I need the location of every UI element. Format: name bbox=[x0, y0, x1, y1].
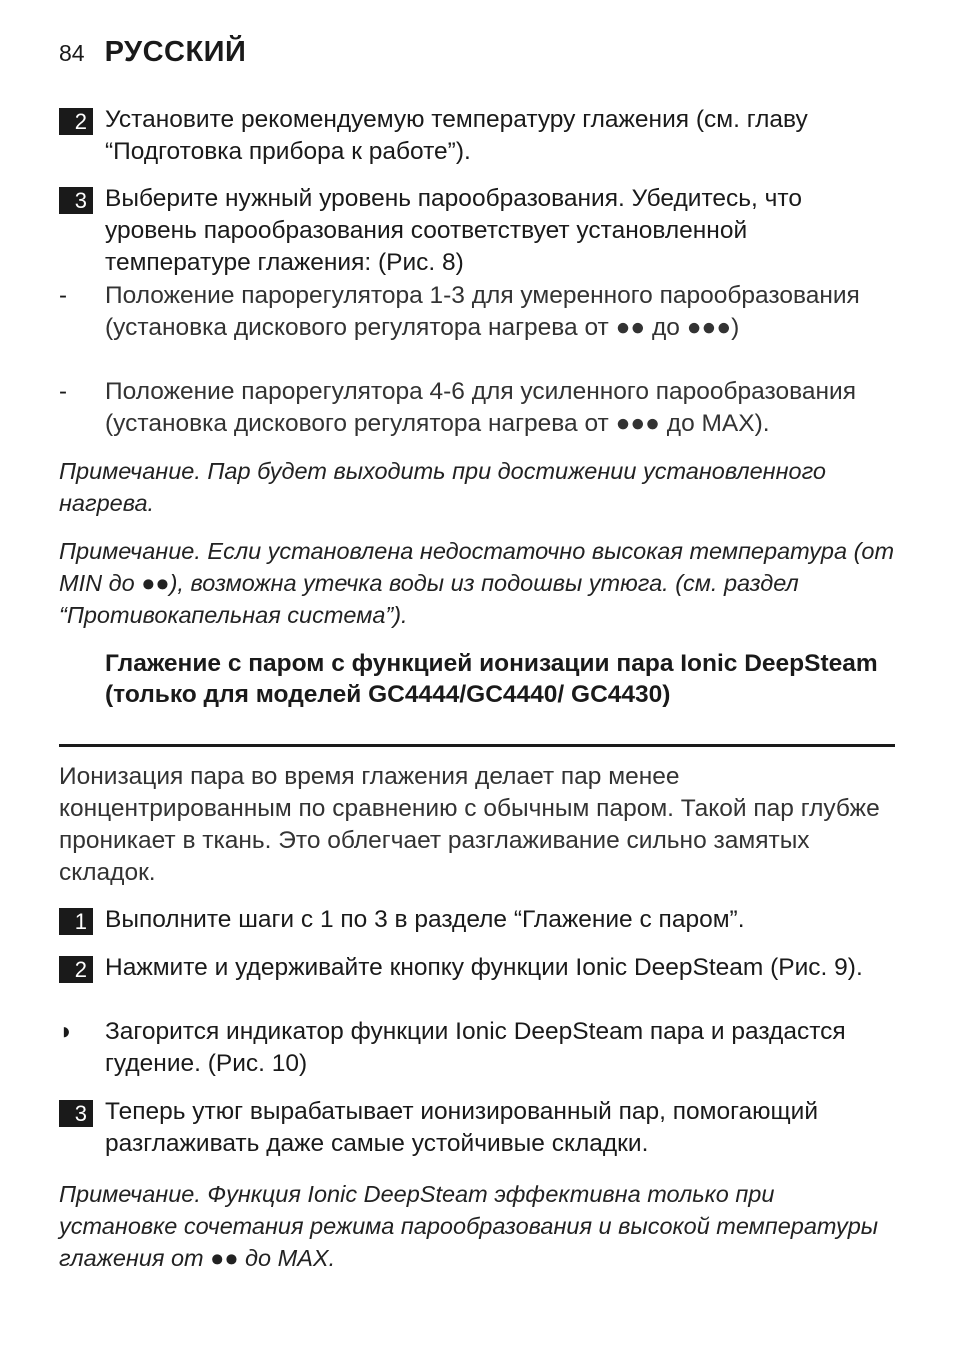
step-text: Теперь утюг вырабатывает ионизированный пар, помогающий разглаживать даже самые устойчивые складки. bbox=[105, 1098, 819, 1157]
step-item bbox=[59, 904, 895, 936]
result-marker-icon: ◗ bbox=[59, 1018, 74, 1045]
note: Примечание. Функция Ionic DeepSteam эффективна только при установке сочетания режима парообразования и высокой температуры глажения от ●● до MAX. bbox=[59, 1181, 879, 1271]
page-number: 84 bbox=[59, 40, 85, 66]
bullet-text: Положение парорегулятора 4-6 для усиленного парообразования (установка дискового регулятора нагрева от ●●● до MAX). bbox=[105, 378, 856, 437]
result-text: Загорится индикатор функции Ionic DeepSteam пара и раздастся гудение. (Рис. 10) bbox=[105, 1018, 846, 1077]
note: Примечание. Если установлена недостаточно высокая температура (от MIN до ●●), возможна утечка воды из подошвы утюга. (см. раздел “Противокапельная система”). bbox=[59, 538, 895, 628]
step-text: Выберите нужный уровень парообразования. Убедитесь, что уровень парообразования соответствует установленной температуре глажения: (Рис. 8) bbox=[105, 185, 803, 276]
dash-marker: - bbox=[59, 378, 67, 405]
step-item bbox=[59, 952, 895, 984]
bullet-item bbox=[59, 376, 895, 440]
step-number: 2 bbox=[59, 956, 93, 983]
step-number: 3 bbox=[59, 1100, 93, 1127]
section-divider bbox=[59, 744, 895, 747]
step-number: 3 bbox=[59, 187, 93, 214]
result-bullet bbox=[59, 1016, 895, 1080]
step-number: 2 bbox=[59, 108, 93, 135]
step-text: Установите рекомендуемую температуру глажения (см. главу “Подготовка прибора к работе”). bbox=[105, 106, 808, 165]
step-text: Нажмите и удерживайте кнопку функции Ionic DeepSteam (Рис. 9). bbox=[105, 954, 863, 981]
step-text: Выполните шаги с 1 по 3 в разделе “Глажение с паром”. bbox=[105, 906, 745, 933]
bullet-text: Положение парорегулятора 1-3 для умеренного парообразования (установка дискового регулятора нагрева от ●● до ●●●) bbox=[105, 282, 860, 341]
dash-marker: - bbox=[59, 282, 67, 309]
page-header bbox=[59, 36, 246, 69]
section-intro: Ионизация пара во время глажения делает пар менее концентрированным по сравнению с обычным паром. Такой пар глубже проникает в ткань. Это облегчает разглаживание сильно замятых складок. bbox=[59, 763, 880, 886]
language-heading: РУССКИЙ bbox=[104, 36, 247, 68]
step-item bbox=[59, 183, 895, 279]
step-item bbox=[59, 104, 895, 168]
section-title: Глажение с паром с функцией ионизации пара Ionic DeepSteam (только для моделей GC4444/GC4440/ GC4430) bbox=[105, 650, 878, 708]
step-number: 1 bbox=[59, 908, 93, 935]
step-item bbox=[59, 1096, 895, 1160]
note: Примечание. Пар будет выходить при достижении установленного нагрева. bbox=[59, 458, 826, 516]
bullet-item bbox=[59, 280, 895, 344]
